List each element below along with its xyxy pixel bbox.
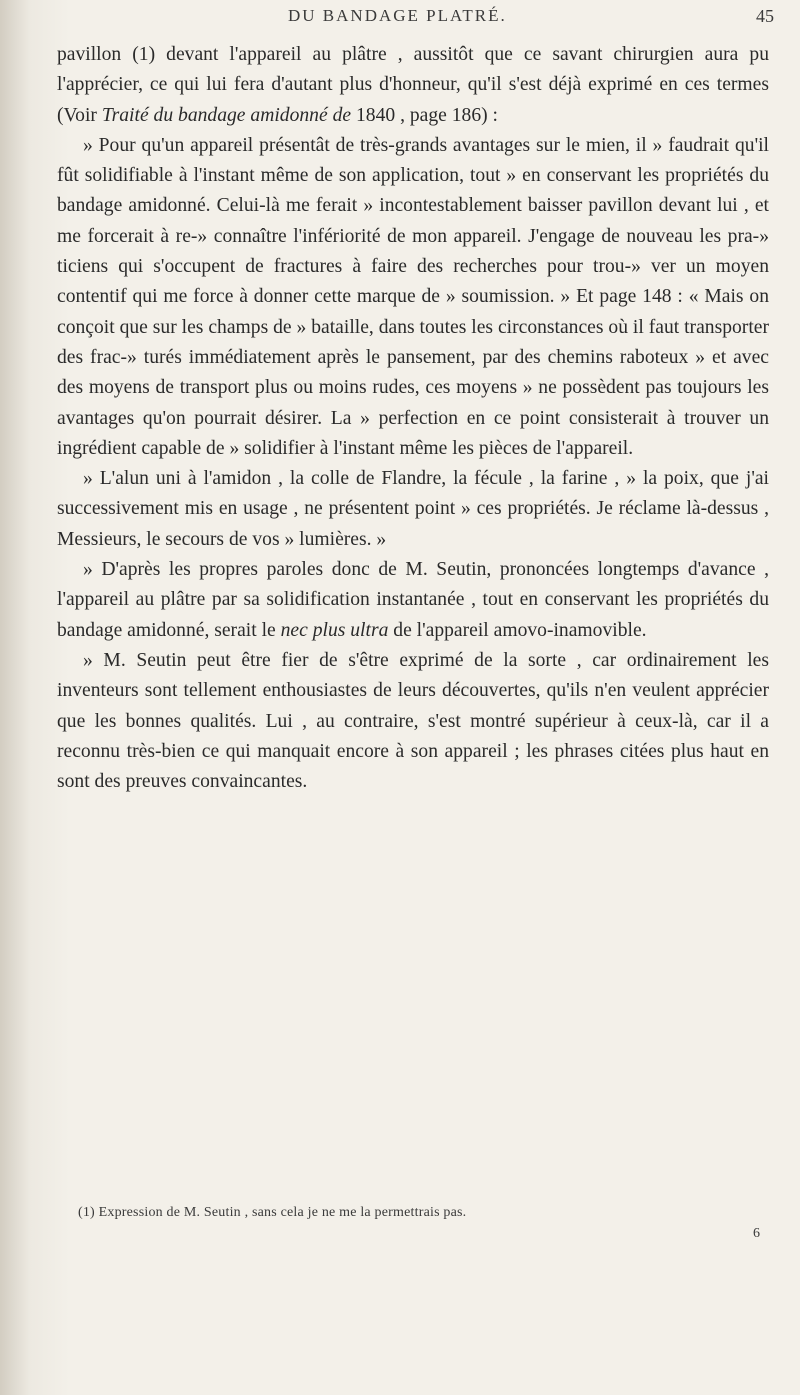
paragraph-text: pavillon (1) devant l'appareil au plâtre , aussitôt que ce savant chirurgien aura pu l'apprécier, ce qui lui fera d'autant plus d'honneur, qu'il s'est déjà exprimé en ces termes (Voir [57,44,769,126]
running-head [0,6,800,36]
italic-text: Traité du bandage amidonné de [101,104,352,126]
paragraph-text: 1840 , page 186) : [351,104,499,126]
paragraph-text: » L'alun uni à l'amidon , la colle de Flandre, la fécule , la farine , » la poix, que j'ai successivement mis en usage , ne présentent point » ces propriétés. Je réclame là-dessus , Messieurs, le secours de vos » lumières. » [57,468,769,550]
page-number: 45 [756,6,774,26]
paragraph-text: » M. Seutin peut être fier de s'être exprimé de la sorte , car ordinairement les inventeurs sont tellement enthousiastes de leurs découvertes, qu'ils n'en veulent apprécier que les bonnes qualités. Lui , au contraire, s'est montré supérieur à ceux-là, car il a reconnu très-bien ce qui manquait encore à son appareil ; les phrases citées plus haut en sont des preuves convaincantes. [57,649,769,793]
paragraph-text: de l'appareil amovo-inamovible. [388,619,647,641]
paragraph [57,555,769,646]
footnote: (1) Expression de M. Seutin , sans cela je ne me la permettrais pas. [78,1205,467,1220]
italic-text: nec plus ultra [280,619,389,641]
running-title: DU BANDAGE PLATRÉ. [288,6,507,25]
signature-mark: 6 [753,1226,760,1241]
paragraph [57,131,769,464]
paragraph [57,646,769,797]
paragraph-text: » D'après les propres paroles donc de M. Seutin, prononcées longtemps d'avance , l'appareil au plâtre par sa solidification instantanée , tout en conservant les propriétés du bandage amidonné, serait le [57,559,769,641]
paragraph-text: » Pour qu'un appareil présentât de très-grands avantages sur le mien, il » faudrait qu'il fût solidifiable à l'instant même de son application, tout » en conservant les propriétés du bandage amidonné. Celui-là me ferait » incontestablement baisser pavillon devant lui , et me forcerait à re-» connaître l'infériorité de mon appareil. J'engage de nouveau les pra-» ticiens qui s'occupent de fractures à faire des recherches pour trou-» ver un moyen contentif qui me force à donner cette marque de » soumission. » Et page 148 : « Mais on conçoit que sur les champs de » bataille, dans toutes les circonstances où il faut transporter des frac-» turés immédiatement après le pansement, par des chemins raboteux » et avec des moyens de transport plus ou moins rudes, ces moyens » ne possèdent pas toujours les avantages qu'on pourrait désirer. La » perfection en ce point consisterait à trouver un ingrédient capable de » solidifier à l'instant même les pièces de l'appareil. [57,134,769,459]
body-text [57,40,769,797]
paragraph [57,40,769,131]
paragraph [57,464,769,555]
